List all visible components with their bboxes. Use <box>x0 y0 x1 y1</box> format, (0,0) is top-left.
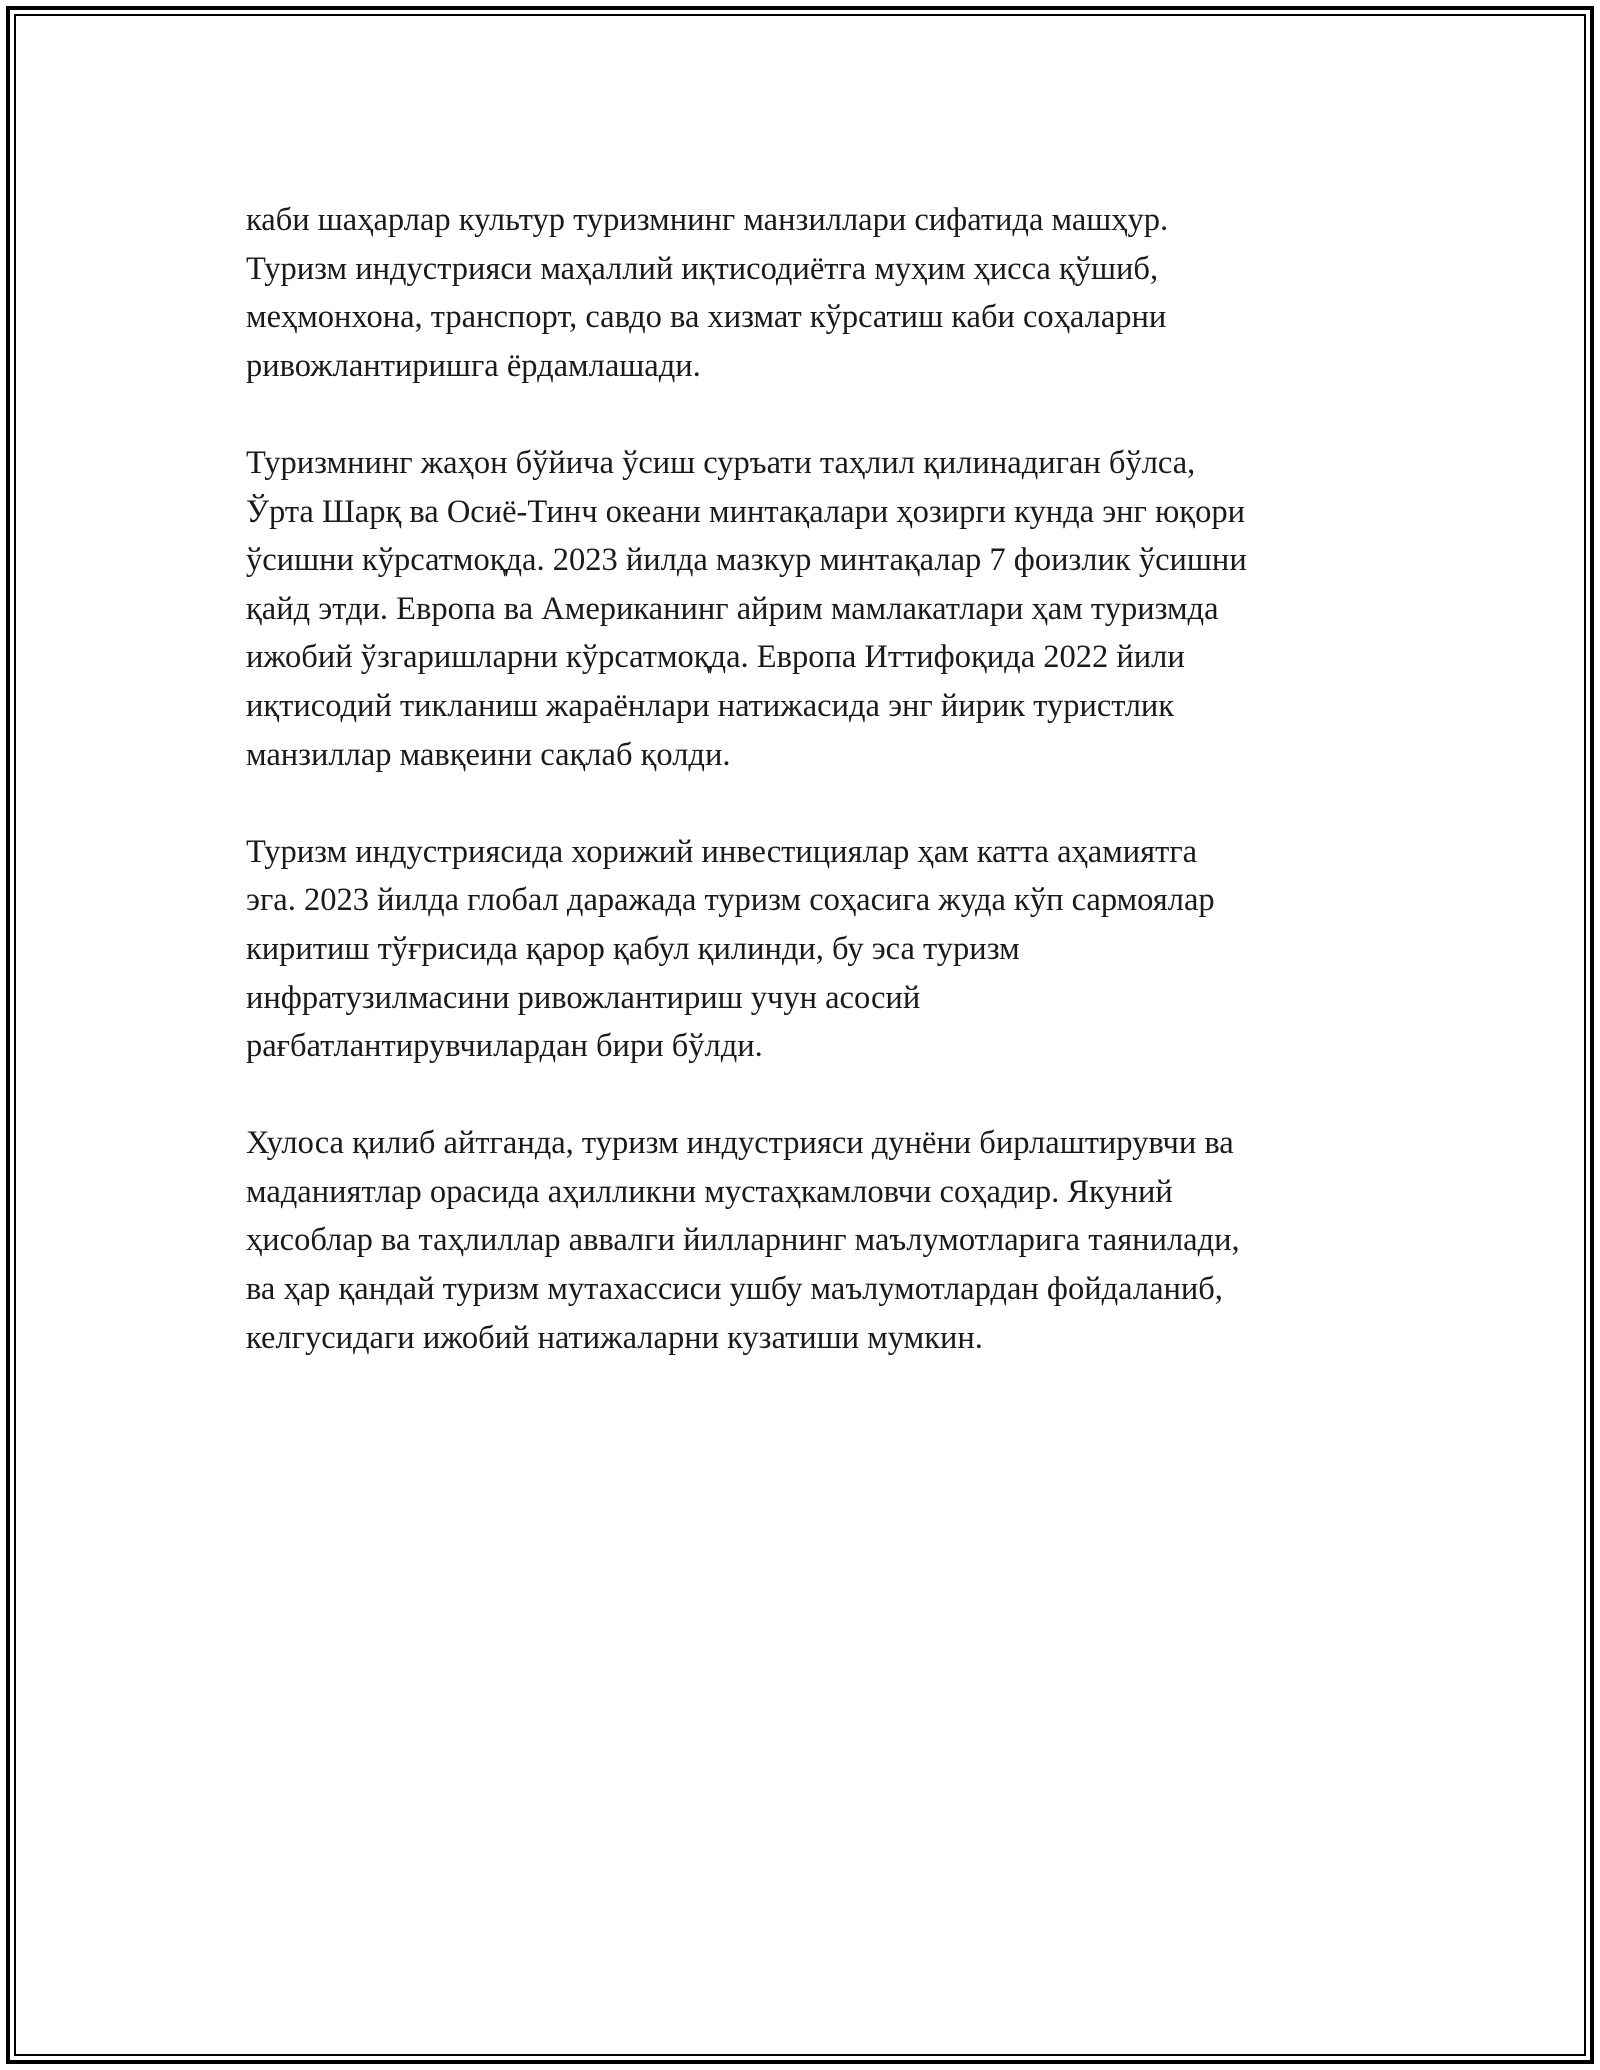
text-line: ўсишни кўрсатмоқда. 2023 йилда мазкур минтақалар 7 фоизлик ўсишни <box>246 542 1247 579</box>
paragraph-1 <box>246 196 1396 390</box>
text-line: киритиш тўғрисида қарор қабул қилинди, бу эса туризм <box>246 930 1020 967</box>
text-line: инфратузилмасини ривожлантириш учун асосий <box>246 979 921 1016</box>
page-body-text <box>246 196 1396 1411</box>
text-line: каби шаҳарлар культур туризмнинг манзиллари сифатида машҳур. <box>246 202 1169 238</box>
page-frame <box>6 6 1594 2064</box>
paragraph-3 <box>246 828 1396 1071</box>
text-line: иқтисодий тикланиш жараёнлари натижасида энг йирик туристлик <box>246 687 1175 724</box>
text-line: ҳисоблар ва таҳлиллар аввалги йилларнинг маълумотларига таянилади, <box>246 1222 1240 1259</box>
text-line: ижобий ўзгаришларни кўрсатмоқда. Европа Иттифоқида 2022 йили <box>246 639 1185 676</box>
text-line: Туризмнинг жаҳон бўйича ўсиш суръати таҳлил қилинадиган бўлса, <box>246 444 1196 481</box>
paragraph-2 <box>246 439 1396 779</box>
text-line: қайд этди. Европа ва Американинг айрим мамлакатлари ҳам туризмда <box>246 590 1219 627</box>
text-line: эга. 2023 йилда глобал даражада туризм соҳасига жуда кўп сармоялар <box>246 882 1215 919</box>
text-line: ривожлантиришга ёрдамлашади. <box>246 347 701 384</box>
text-line: Хулоса қилиб айтганда, туризм индустрияси дунёни бирлаштирувчи ва <box>246 1125 1234 1162</box>
text-line: меҳмонхона, транспорт, савдо ва хизмат кўрсатиш каби соҳаларни <box>246 299 1167 336</box>
text-line: рағбатлантирувчилардан бири бўлди. <box>246 1028 763 1065</box>
text-line: келгусидаги ижобий натижаларни кузатиши мумкин. <box>246 1319 983 1356</box>
text-line: маданиятлар орасида аҳилликни мустаҳкамловчи соҳадир. Якуний <box>246 1173 1173 1210</box>
paragraph-4 <box>246 1119 1396 1362</box>
text-line: ва ҳар қандай туризм мутахассиси ушбу маълумотлардан фойдаланиб, <box>246 1271 1223 1308</box>
text-line: Туризм индустрияси маҳаллий иқтисодиётга муҳим ҳисса қўшиб, <box>246 250 1159 287</box>
text-line: Туризм индустриясида хорижий инвестициялар ҳам катта аҳамиятга <box>246 833 1198 870</box>
text-line: манзиллар мавқеини сақлаб қолди. <box>246 736 731 773</box>
text-line: Ўрта Шарқ ва Осиё-Тинч океани минтақалари ҳозирги кунда энг юқори <box>246 493 1245 530</box>
